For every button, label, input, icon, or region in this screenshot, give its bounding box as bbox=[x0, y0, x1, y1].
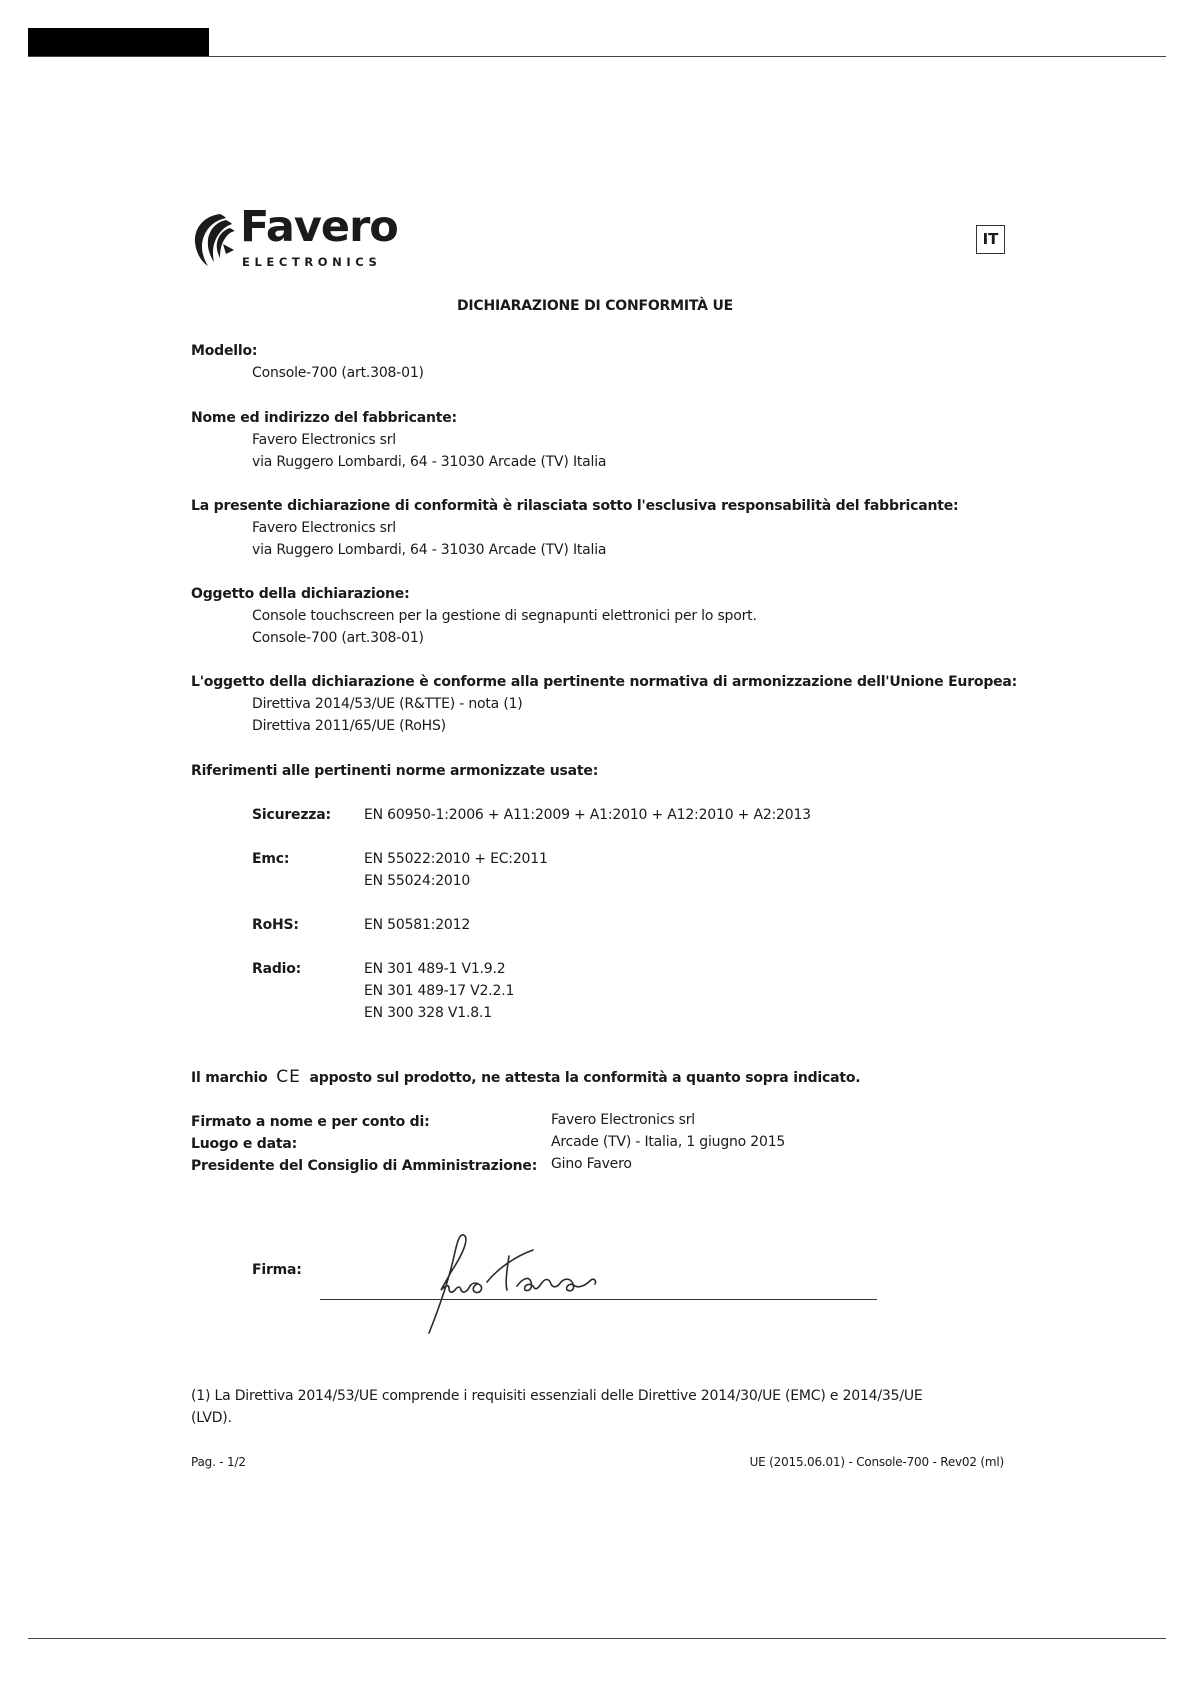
ce-statement-after: apposto sul prodotto, ne attesta la conformità a quanto sopra indicato. bbox=[309, 1070, 861, 1086]
header-rule bbox=[28, 56, 1166, 57]
place-date-value: Arcade (TV) - Italia, 1 giugno 2015 bbox=[551, 1134, 786, 1150]
manufacturer-heading: Nome ed indirizzo del fabbricante: bbox=[191, 410, 457, 426]
footnote-line-2: (LVD). bbox=[191, 1410, 232, 1426]
directive-rohs: Direttiva 2011/65/UE (RoHS) bbox=[252, 718, 446, 734]
favero-logo-icon bbox=[190, 210, 236, 268]
standard-value: EN 50581:2012 bbox=[364, 917, 471, 933]
directive-red: Direttiva 2014/53/UE (R&TTE) - nota (1) bbox=[252, 696, 523, 712]
object-heading: Oggetto della dichiarazione: bbox=[191, 586, 410, 602]
footnote-line-1: (1) La Direttiva 2014/53/UE comprende i requisiti essenziali delle Direttive 2014/30/UE (EMC) e 2014/35/UE bbox=[191, 1388, 923, 1404]
standard-value: EN 55022:2010 + EC:2011 bbox=[364, 851, 548, 867]
ce-statement bbox=[191, 1068, 860, 1087]
president-value: Gino Favero bbox=[551, 1156, 632, 1172]
conformity-heading: L'oggetto della dichiarazione è conforme alla pertinente normativa di armonizzazione dell'Unione Europea: bbox=[191, 674, 1018, 690]
favero-logo bbox=[190, 202, 398, 270]
responsibility-heading: La presente dichiarazione di conformità è rilasciata sotto l'esclusiva responsabilità del fabbricante: bbox=[191, 498, 959, 514]
signatory-label: Firmato a nome e per conto di: bbox=[191, 1114, 430, 1130]
document-reference: UE (2015.06.01) - Console-700 - Rev02 (ml) bbox=[749, 1455, 1004, 1469]
standards-heading: Riferimenti alle pertinenti norme armonizzate usate: bbox=[191, 763, 599, 779]
handwritten-signature bbox=[425, 1228, 675, 1338]
standard-value: EN 301 489-17 V2.2.1 bbox=[364, 983, 515, 999]
model-value: Console-700 (art.308-01) bbox=[252, 365, 424, 381]
standard-value: EN 60950-1:2006 + A11:2009 + A1:2010 + A12:2010 + A2:2013 bbox=[364, 807, 811, 823]
page-number: Pag. - 1/2 bbox=[191, 1455, 246, 1469]
object-description: Console touchscreen per la gestione di segnapunti elettronici per lo sport. bbox=[252, 608, 757, 624]
header-black-bar bbox=[28, 28, 209, 57]
model-heading: Modello: bbox=[191, 343, 258, 359]
signature-line bbox=[320, 1299, 877, 1300]
object-model: Console-700 (art.308-01) bbox=[252, 630, 424, 646]
responsibility-address: via Ruggero Lombardi, 64 - 31030 Arcade (TV) Italia bbox=[252, 542, 607, 558]
standard-value: EN 301 489-1 V1.9.2 bbox=[364, 961, 506, 977]
standard-label-radio: Radio: bbox=[252, 961, 302, 977]
ce-mark-icon: CE bbox=[276, 1067, 301, 1087]
responsibility-name: Favero Electronics srl bbox=[252, 520, 397, 536]
president-label: Presidente del Consiglio di Amministrazione: bbox=[191, 1158, 538, 1174]
language-badge: IT bbox=[976, 225, 1005, 254]
manufacturer-name: Favero Electronics srl bbox=[252, 432, 397, 448]
brand-subtitle: ELECTRONICS bbox=[242, 255, 382, 269]
ce-statement-before: Il marchio bbox=[191, 1070, 268, 1086]
place-date-label: Luogo e data: bbox=[191, 1136, 297, 1152]
standard-label-rohs: RoHS: bbox=[252, 917, 299, 933]
document-title: DICHIARAZIONE DI CONFORMITÀ UE bbox=[457, 298, 733, 314]
standard-value: EN 300 328 V1.8.1 bbox=[364, 1005, 492, 1021]
footer-rule bbox=[28, 1638, 1166, 1639]
brand-name: Favero bbox=[240, 202, 398, 252]
signature-label: Firma: bbox=[252, 1262, 302, 1278]
standard-label-safety: Sicurezza: bbox=[252, 807, 331, 823]
signatory-value: Favero Electronics srl bbox=[551, 1112, 696, 1128]
standard-value: EN 55024:2010 bbox=[364, 873, 471, 889]
manufacturer-address: via Ruggero Lombardi, 64 - 31030 Arcade (TV) Italia bbox=[252, 454, 607, 470]
standard-label-emc: Emc: bbox=[252, 851, 290, 867]
